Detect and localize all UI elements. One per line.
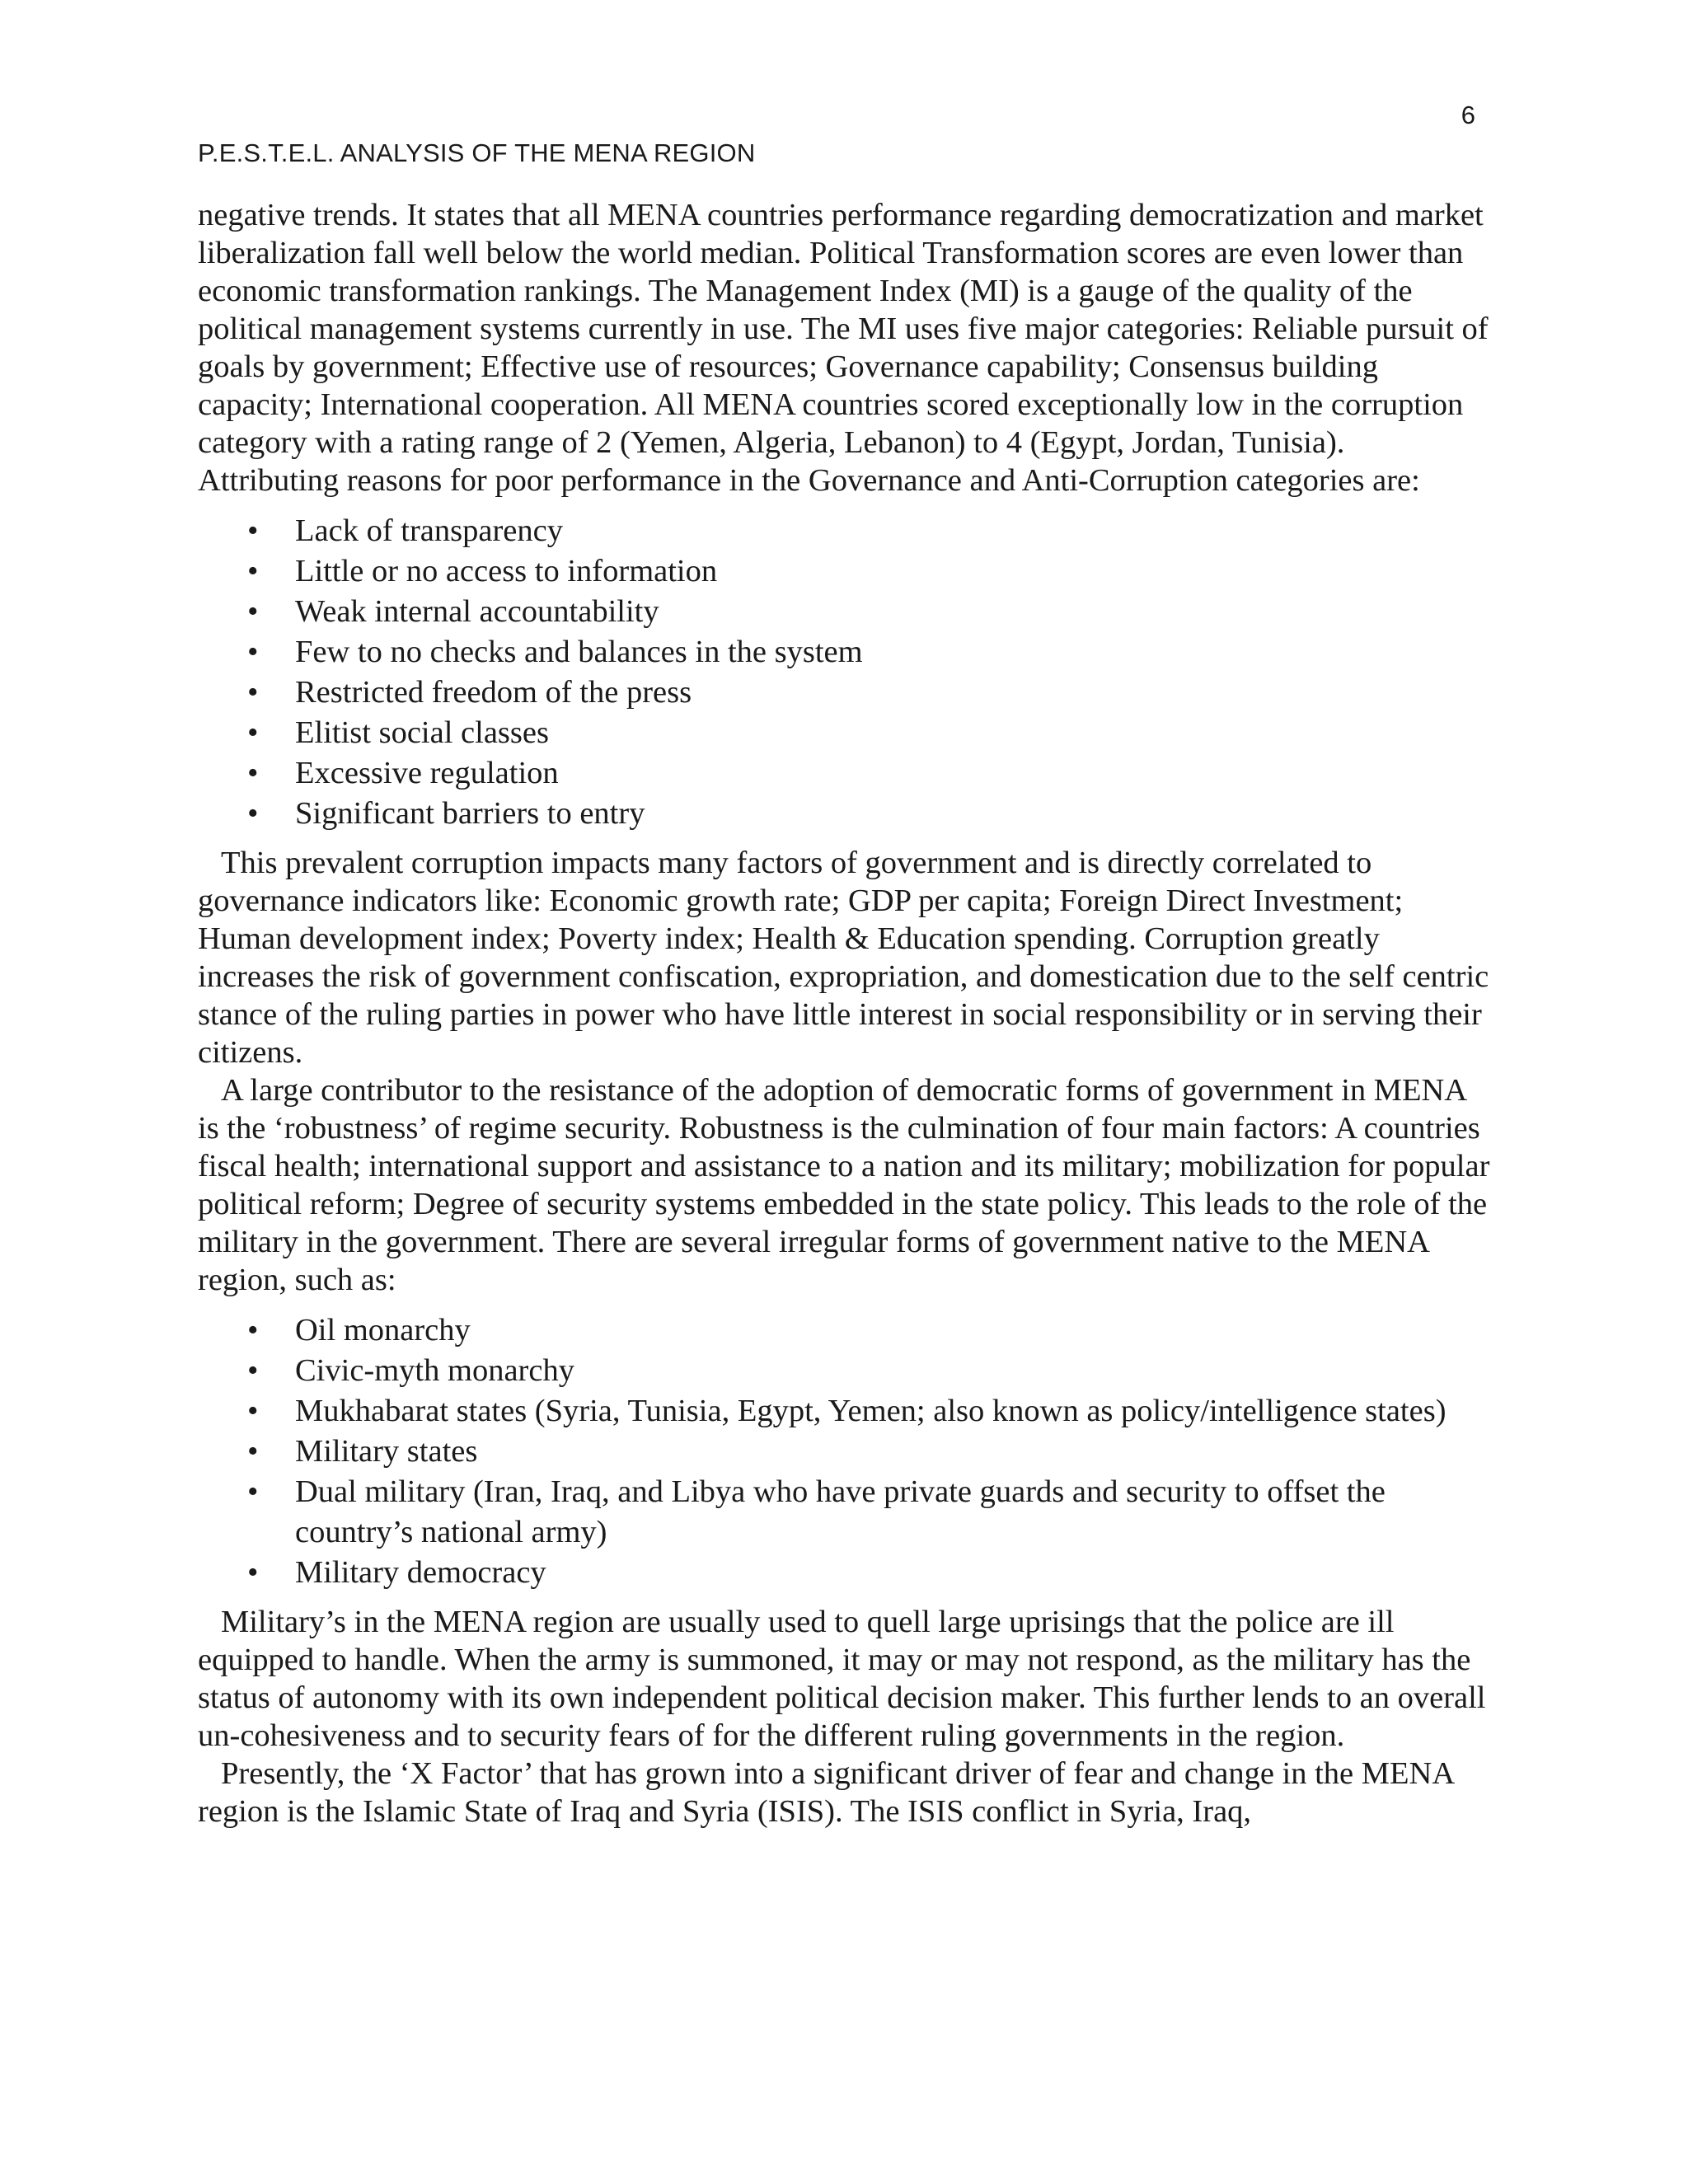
bullet-icon: • <box>247 594 259 629</box>
paragraph: Military’s in the MENA region are usually used to quell large uprisings that the police are ill equipped to handle. When the army is summoned, it may or may not respond, as the military has the status of autonomy with its own independent political decision maker. This further lends to an overall un-cohesiveness and to security fears of for the different ruling governments in the region. <box>198 1605 1486 1753</box>
bullet-icon: • <box>247 756 259 790</box>
bullet-icon: • <box>247 1474 259 1509</box>
list-item: • Lack of transparency <box>198 511 1492 551</box>
bullet-icon: • <box>247 715 259 750</box>
bullet-icon: • <box>247 796 259 831</box>
bullet-icon: • <box>247 675 259 710</box>
list-item: • Weak internal accountability <box>198 592 1492 632</box>
list-item: • Significant barriers to entry <box>198 794 1492 834</box>
bullet-icon: • <box>247 513 259 548</box>
bullet-icon: • <box>247 635 259 669</box>
list-item: • Dual military (Iran, Iraq, and Libya who have private guards and security to offset the country’s national army) <box>198 1472 1492 1553</box>
paragraph: negative trends. It states that all MENA countries performance regarding democratization and market liberalization fall well below the world median. Political Transformation scores are even lower than economic transformation rankings. The Management Index (MI) is a gauge of the quality of the political management systems currently in use. The MI uses five major categories: Reliable pursuit of goals by government; Effective use of resources; Governance capability; Consensus building capacity; International cooperation. All MENA countries scored exceptionally low in the corruption category with a rating range of 2 (Yemen, Algeria, Lebanon) to 4 (Egypt, Jordan, Tunisia). Attributing reasons for poor performance in the Governance and Anti-Corruption categories are: <box>198 198 1489 498</box>
list-item: • Few to no checks and balances in the system <box>198 632 1492 673</box>
list-item: • Oil monarchy <box>198 1310 1492 1351</box>
list-item: • Military democracy <box>198 1553 1492 1593</box>
bullet-icon: • <box>247 1313 259 1347</box>
list-item: • Little or no access to information <box>198 551 1492 592</box>
list-item: • Civic-myth monarchy <box>198 1351 1492 1391</box>
paragraph: A large contributor to the resistance of the adoption of democratic forms of government in MENA is the ‘robustness’ of regime security. Robustness is the culmination of four main factors: A countries fiscal health; international support and assistance to a nation and its military; mobilization for popular political reform; Degree of security systems embedded in the state policy. This leads to the role of the military in the government. There are several irregular forms of government native to the MENA region, such as: <box>198 1073 1490 1297</box>
list-item: • Restricted freedom of the press <box>198 673 1492 713</box>
document-body <box>198 196 1492 1830</box>
corruption-reasons-list <box>198 511 1492 834</box>
bullet-icon: • <box>247 1394 259 1428</box>
bullet-icon: • <box>247 1434 259 1469</box>
bullet-icon: • <box>247 554 259 588</box>
list-item: • Mukhabarat states (Syria, Tunisia, Egypt, Yemen; also known as policy/intelligence states) <box>198 1391 1492 1432</box>
bullet-icon: • <box>247 1555 259 1590</box>
list-item: • Military states <box>198 1432 1492 1472</box>
list-item: • Excessive regulation <box>198 753 1492 794</box>
running-head: P.E.S.T.E.L. ANALYSIS OF THE MENA REGION <box>198 138 756 167</box>
paragraph: This prevalent corruption impacts many factors of government and is directly correlated to governance indicators like: Economic growth rate; GDP per capita; Foreign Direct Investment; Human development index; Poverty index; Health & Education spending. Corruption greatly increases the risk of government confiscation, expropriation, and domestication due to the self centric stance of the ruling parties in power who have little interest in social responsibility or in serving their citizens. <box>198 846 1489 1070</box>
list-item: • Elitist social classes <box>198 713 1492 753</box>
government-forms-list <box>198 1310 1492 1593</box>
bullet-icon: • <box>247 1353 259 1388</box>
page-number: 6 <box>1461 101 1475 129</box>
paragraph: Presently, the ‘X Factor’ that has grown into a significant driver of fear and change in the MENA region is the Islamic State of Iraq and Syria (ISIS). The ISIS conflict in Syria, Iraq, <box>198 1756 1453 1829</box>
